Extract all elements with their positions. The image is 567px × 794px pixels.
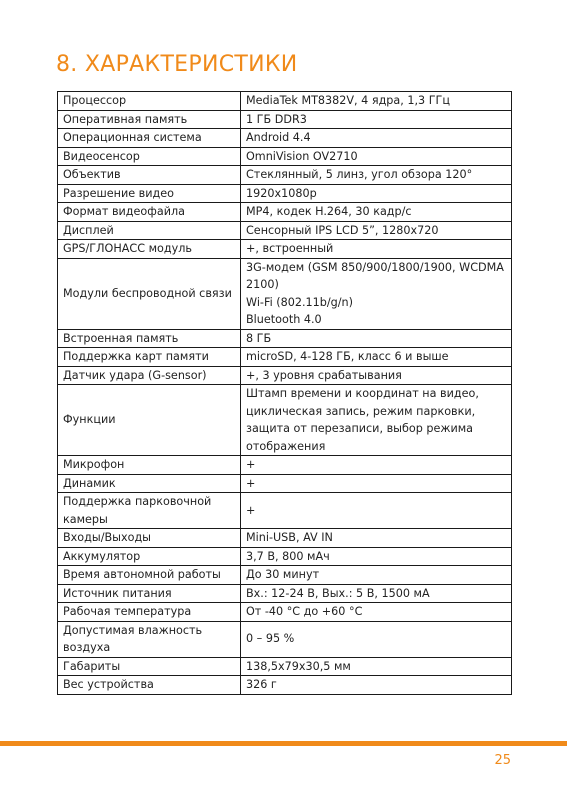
- spec-row: [58, 385, 512, 456]
- spec-label: Источник питания: [58, 584, 241, 603]
- spec-value: Android 4.4: [241, 129, 512, 148]
- spec-label: Микрофон: [58, 456, 241, 475]
- spec-row: [58, 474, 512, 493]
- spec-label: Дисплей: [58, 221, 241, 240]
- spec-value: Вх.: 12-24 В, Вых.: 5 В, 1500 мА: [241, 584, 512, 603]
- spec-value: +, 3 уровня срабатывания: [241, 366, 512, 385]
- spec-value: MediaTek MT8382V, 4 ядра, 1,3 ГГц: [241, 92, 512, 111]
- spec-label: Объектив: [58, 166, 241, 185]
- spec-row: [58, 166, 512, 185]
- spec-row: [58, 147, 512, 166]
- spec-row: [58, 329, 512, 348]
- spec-value: 3,7 В, 800 мАч: [241, 547, 512, 566]
- spec-label: Датчик удара (G-sensor): [58, 366, 241, 385]
- spec-label: Поддержка парковочной камеры: [58, 493, 241, 529]
- spec-value: 8 ГБ: [241, 329, 512, 348]
- spec-row: [58, 566, 512, 585]
- spec-value: 3G-модем (GSM 850/900/1800/1900, WCDMA 2100) Wi-Fi (802.11b/g/n) Bluetooth 4.0: [241, 258, 512, 329]
- spec-row: [58, 584, 512, 603]
- spec-label: Функции: [58, 385, 241, 456]
- spec-value: microSD, 4-128 ГБ, класс 6 и выше: [241, 348, 512, 367]
- spec-value: 138,5x79x30,5 мм: [241, 657, 512, 676]
- spec-value: Mini-USB, AV IN: [241, 529, 512, 548]
- spec-label: Оперативная память: [58, 110, 241, 129]
- spec-value: +, встроенный: [241, 240, 512, 259]
- spec-value: Штамп времени и координат на видео, циклическая запись, режим парковки, защита от перезаписи, выбор режима отображения: [241, 385, 512, 456]
- spec-row: [58, 621, 512, 657]
- spec-label: Модули беспроводной связи: [58, 258, 241, 329]
- spec-label: Процессор: [58, 92, 241, 111]
- spec-label: Динамик: [58, 474, 241, 493]
- spec-value: 1920x1080p: [241, 184, 512, 203]
- spec-row: [58, 258, 512, 329]
- spec-label: Операционная система: [58, 129, 241, 148]
- spec-label: Поддержка карт памяти: [58, 348, 241, 367]
- spec-row: [58, 493, 512, 529]
- page-title: 8. ХАРАКТЕРИСТИКИ: [56, 52, 298, 77]
- spec-row: [58, 366, 512, 385]
- spec-row: [58, 603, 512, 622]
- spec-value: +: [241, 493, 512, 529]
- spec-value: До 30 минут: [241, 566, 512, 585]
- spec-row: [58, 110, 512, 129]
- spec-label: Аккумулятор: [58, 547, 241, 566]
- spec-row: [58, 240, 512, 259]
- spec-value: 326 г: [241, 676, 512, 695]
- spec-label: Допустимая влажность воздуха: [58, 621, 241, 657]
- spec-row: [58, 657, 512, 676]
- spec-value: MP4, кодек H.264, 30 кадр/с: [241, 203, 512, 222]
- spec-value: OmniVision OV2710: [241, 147, 512, 166]
- spec-row: [58, 676, 512, 695]
- spec-label: Время автономной работы: [58, 566, 241, 585]
- spec-row: [58, 129, 512, 148]
- page-number: 25: [494, 753, 511, 768]
- footer-divider: [0, 741, 567, 746]
- spec-row: [58, 92, 512, 111]
- specifications-table-body: [58, 92, 512, 695]
- spec-label: Входы/Выходы: [58, 529, 241, 548]
- spec-label: Вес устройства: [58, 676, 241, 695]
- spec-value: Стеклянный, 5 линз, угол обзора 120°: [241, 166, 512, 185]
- spec-value: +: [241, 474, 512, 493]
- spec-label: Рабочая температура: [58, 603, 241, 622]
- spec-value: 1 ГБ DDR3: [241, 110, 512, 129]
- spec-row: [58, 456, 512, 475]
- spec-label: Формат видеофайла: [58, 203, 241, 222]
- spec-label: GPS/ГЛОНАСС модуль: [58, 240, 241, 259]
- spec-row: [58, 348, 512, 367]
- spec-row: [58, 184, 512, 203]
- spec-value: Сенсорный IPS LCD 5”, 1280x720: [241, 221, 512, 240]
- spec-label: Встроенная память: [58, 329, 241, 348]
- spec-row: [58, 547, 512, 566]
- spec-row: [58, 221, 512, 240]
- spec-label: Разрешение видео: [58, 184, 241, 203]
- specifications-table: [57, 91, 512, 695]
- spec-value: +: [241, 456, 512, 475]
- spec-value: От -40 °C до +60 °C: [241, 603, 512, 622]
- spec-row: [58, 529, 512, 548]
- spec-label: Габариты: [58, 657, 241, 676]
- spec-label: Видеосенсор: [58, 147, 241, 166]
- spec-value: 0 – 95 %: [241, 621, 512, 657]
- spec-row: [58, 203, 512, 222]
